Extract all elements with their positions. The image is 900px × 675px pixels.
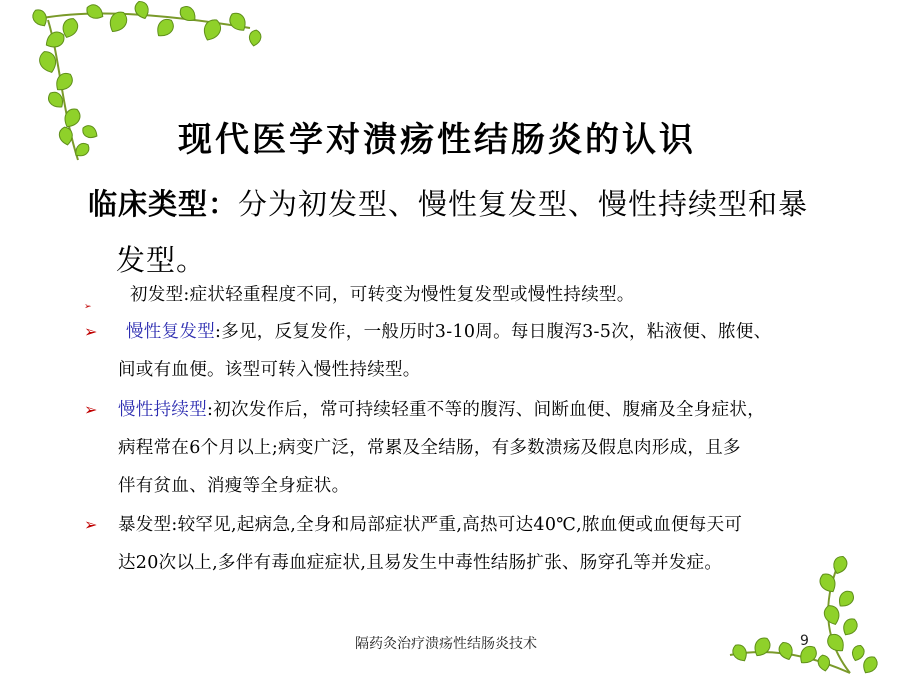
ivy-leaf xyxy=(61,106,83,130)
bullet-term: 慢性持续型 xyxy=(118,400,207,420)
arrow-bullet-icon: ➢ xyxy=(84,302,92,312)
bullet-term: 暴发型 xyxy=(118,515,172,535)
lead-continuation: 发型。 xyxy=(116,243,207,277)
slide-title: 现代医学对溃疡性结肠炎的认识 xyxy=(178,120,696,160)
bullet-item xyxy=(84,313,844,389)
ivy-leaf xyxy=(58,126,74,146)
bullet-term: 慢性复发型 xyxy=(126,322,215,342)
ivy-leaf xyxy=(835,588,856,610)
ivy-leaf xyxy=(80,123,100,141)
ivy-leaf xyxy=(860,654,880,675)
footer-text: 隔药灸治疗溃疡性结肠炎技术 xyxy=(355,636,537,652)
bullet-text: 伴有贫血、消瘦等全身症状。 xyxy=(118,476,350,496)
bullet-text: :多见，反复发作，一般历时3-10周。每日腹泻3-5次，粘液便、脓便、 xyxy=(215,322,772,342)
ivy-leaf xyxy=(133,0,151,21)
ivy-leaf xyxy=(840,616,860,638)
lead-text: 分为初发型、慢性复发型、慢性持续型和暴 xyxy=(238,187,809,221)
bullet-term: 初发型 xyxy=(130,285,184,305)
ivy-leaf xyxy=(751,635,773,659)
ivy-leaf xyxy=(153,16,177,40)
bullet-text: :症状轻重程度不同，可转变为慢性复发型或慢性持续型。 xyxy=(183,285,635,305)
ivy-leaf xyxy=(84,2,106,22)
bullet-text: :较罕见,起病急,全身和局部症状严重,高热可达40℃,脓血便或血便每天可 xyxy=(171,515,743,535)
bullet-text: 达20次以上,多伴有毒血症症状,且易发生中毒性结肠扩张、肠穿孔等并发症。 xyxy=(118,553,723,573)
lead-label: 临床类型： xyxy=(88,187,239,221)
ivy-leaf xyxy=(817,654,831,672)
ivy-leaf xyxy=(822,603,842,627)
bullet-item xyxy=(84,391,844,505)
ivy-leaf xyxy=(248,29,262,47)
bullet-item xyxy=(84,506,844,582)
ivy-leaf xyxy=(777,640,795,661)
bullet-text: 间或有血便。该型可转入慢性持续型。 xyxy=(118,360,421,380)
arrow-bullet-icon: ➢ xyxy=(84,515,98,534)
ivy-leaf xyxy=(850,644,866,663)
bullet-text: :初次发作后，常可持续轻重不等的腹泻、间断血便、腹痛及全身症状， xyxy=(207,400,765,420)
arrow-bullet-icon: ➢ xyxy=(84,400,98,419)
ivy-leaf xyxy=(226,10,249,35)
lead-paragraph xyxy=(88,176,828,288)
page-number: 9 xyxy=(800,633,809,649)
ivy-leaf xyxy=(52,70,76,94)
bullet-item xyxy=(84,276,844,314)
bullet-text: 病程常在6个月以上;病变广泛，常累及全结肠，有多数溃疡及假息肉形成，且多 xyxy=(118,438,741,458)
ivy-leaf xyxy=(177,3,199,24)
arrow-bullet-icon: ➢ xyxy=(84,322,98,341)
